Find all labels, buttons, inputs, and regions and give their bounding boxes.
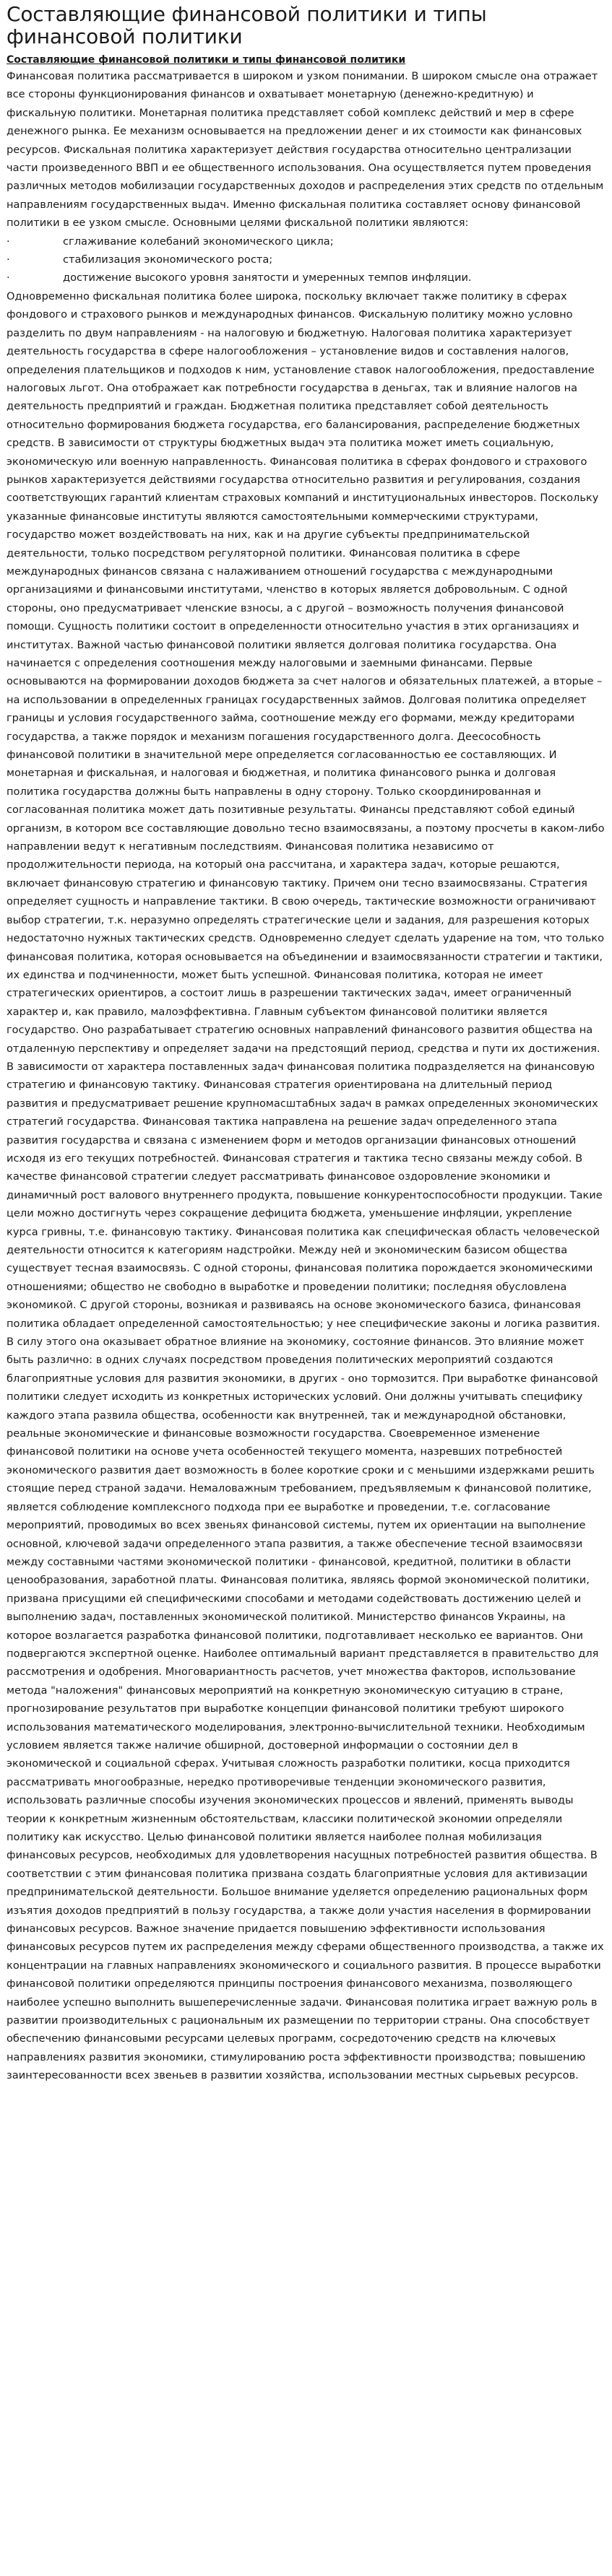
bullet-marker: · <box>7 235 10 248</box>
goal-text: достижение высокого уровня занятости и умеренных темпов инфляции. <box>63 271 472 284</box>
goal-item <box>7 251 605 269</box>
article-body <box>7 53 605 2085</box>
goals-list <box>7 232 605 287</box>
goal-item <box>7 232 605 251</box>
goal-text: сглаживание колебаний экономического цикла; <box>63 235 334 248</box>
page-title: Составляющие финансовой политики и типы финансовой политики <box>7 2 487 48</box>
goal-item <box>7 269 605 287</box>
article-heading: Составляющие финансовой политики и типы финансовой политики <box>7 54 406 66</box>
bullet-marker: · <box>7 253 10 266</box>
bullet-marker: · <box>7 271 10 284</box>
intro-paragraph: Финансовая политика рассматривается в широком и узком понимании. В широком смысле она отражает все стороны функционирования финансов и охватывает монетарную (денежно-кредитную) и фискальную политики. Монетарная политика представляет собой комплекс действий и мер в сфере денежного рынка. Ее механизм основывается на предложении денег и их стоимости как финансовых ресурсов. Фискальная политика характеризует действия государства относительно централизации части произведенного ВВП и ее общественного использования. Она осуществляется путем проведения различных методов мобилизации государственных доходов и распределения этих средств по отдельным направлениям государственных выдач. Именно фискальная политика составляет основу финансовой политики в ее узком смысле. Основными целями фискальной политики являются: <box>7 70 604 230</box>
goal-text: стабилизация экономического роста; <box>63 253 273 266</box>
main-paragraph: Одновременно фискальная политика более широка, поскольку включает также политику в сферах фондового и страхового рынков и международных финансов. Фискальную политику можно условно разделить по двум направлениям - на налоговую и бюджетную. Налоговая политика характеризует деятельность государства в сфере налогообложения – установление видов и составления налогов, определения плательщиков и подходов к ним, установление ставок налогообложения, предоставление налоговых льгот. Она отображает как потребности государства в деньгах, так и влияние налогов на деятельность предприятий и граждан. Бюджетная политика представляет собой деятельность относительно формирования бюджета государства, его балансирования, распределение бюджетных средств. В зависимости от структуры бюджетных выдач эта политика может иметь социальную, экономическую или военную направленность. Финансовая политика в сферах фондового и страхового рынков характеризуется действиями государства относительно развития и регулирования, создания соответствующих гарантий клиентам страховых компаний и институциональных инвесторов. Поскольку указанные финансовые институты являются самостоятельными коммерческими структурами, государство может воздействовать на них, как и на другие субъекты предпринимательской деятельности, только посредством регуляторной политики. Финансовая политика в сфере международных финансов связана с налаживанием отношений государства с международными организациями и финансовыми институтами, членство в которых является добровольным. С одной стороны, оно предусматривает членские взносы, а с другой – возможность получения финансовой помощи. Сущность политики состоит в определенности относительно участия в этих организациях и институтах. Важной частью финансовой политики является долговая политика государства. Она начинается с определения соотношения между налоговыми и заемными финансами. Первые основываются на формировании доходов бюджета за счет налогов и обязательных платежей, а вторые – на использовании в определенных границах государственных займов. Долговая политика определяет границы и условия государственного займа, соотношение между его формами, между кредиторами государства, а также порядок и механизм погашения государственного долга. Деесособность финансовой политики в значительной мере определяется согласованностью ее составляющих. И монетарная и фискальная, и налоговая и бюджетная, и политика финансового рынка и долговая политика государства должны быть направлены в одну сторону. Только скоординированная и согласованная политика может дать позитивные результаты. Финансы представляют собой единый организм, в котором все составляющие довольно тесно взаимосвязаны, а поэтому просчеты в каком-либо направлении ведут к негативным последствиям. Финансовая политика независимо от продолжительности периода, на который она рассчитана, и характера задач, которые решаются, включает финансовую стратегию и финансовую тактику. Причем они тесно взаимосвязаны. Стратегия определяет сущность и направление тактики. В свою очередь, тактические возможности ограничивают выбор стратегии, т.к. неразумно определять стратегические цели и задания, для разрешения которых недостаточно нужных тактических средств. Одновременно следует сделать ударение на том, что только финансовая политика, которая основывается на объединении и взаимосвязанности стратегии и тактики, их единства и подчиненности, может быть успешной. Финансовая политика, которая не имеет стратегических ориентиров, а состоит лишь в разрешении тактических задач, имеет ограниченный характер и, как правило, малоэффективна. Главным субъектом финансовой политики является государство. Оно разрабатывает стратегию основных направлений финансового развития общества на отдаленную перспективу и определяет задачи на предстоящий период, средства и пути их достижения. В зависимости от характера поставленных задач финансовая политика подразделяется на финансовую стратегию и финансовую тактику. Финансовая стратегия ориентирована на длительный период развития и предусматривает решение крупномасштабных задач в рамках определенных экономических стратегий государства. Финансовая тактика направлена на решение задач определенного этапа развития государства и связана с изменением форм и методов организации финансовых отношений исходя из его текущих потребностей. Финансовая стратегия и тактика тесно связаны между собой. В качестве финансовой стратегии следует рассматривать финансовое оздоровление экономики и динамичный рост валового внутреннего продукта, повышение конкурентоспособности продукции. Такие цели можно достигнуть через сокращение дефицита бюджета, уменьшение инфляции, укрепление курса гривны, т.е. финансовую тактику. Финансовая политика как специфическая область человеческой деятельности относится к категориям надстройки. Между ней и экономическим базисом общества существует тесная взаимосвязь. С одной стороны, финансовая политика порождается экономическими отношениями; общество не свободно в выработке и проведении политики; последняя обусловлена экономикой. С другой стороны, возникая и развиваясь на основе экономического базиса, финансовая политика обладает определенной самостоятельностью; у нее специфические законы и логика развития. В силу этого она оказывает обратное влияние на экономику, состояние финансов. Это влияние может быть различно: в одних случаях посредством проведения политических мероприятий создаются благоприятные условия для развития экономики, в других - оно тормозится. При выработке финансовой политики следует исходить из конкретных исторических условий. Они должны учитывать специфику каждого этапа развила общества, особенности как внутренней, так и международной обстановки, реальные экономические и финансовые возможности государства. Своевременное изменение финансовой политики на основе учета особенностей текущего момента, назревших потребностей экономического развития дает возможность в более короткие сроки и с меньшими издержками решить стоящие перед страной задачи. Немаловажным требованием, предъявляемым к финансовой политике, является соблюдение комплексного подхода при ее выработке и проведении, т.е. согласование мероприятий, проводимых во всех звеньях финансовой системы, путем их ориентации на выполнение основной, ключевой задачи определенного этапа развития, а также обеспечение тесной взаимосвязи между составными частями экономической политики - финансовой, кредитной, политики в области ценообразования, заработной платы. Финансовая политика, являясь формой экономической политики, призвана присущими ей специфическими способами и методами содействовать достижению целей и выполнению задач, поставленных экономической политикой. Министерство финансов Украины, на которое возлагается разработка финансовой политики, подготавливает несколько ее вариантов. Они подвергаются экспертной оценке. Наиболее оптимальный вариант представляется в правительство для рассмотрения и одобрения. Многовариантность расчетов, учет множества факторов, использование метода "наложения" финансовых мероприятий на конкретную экономическую ситуацию в стране, прогнозирование результатов при выработке концепции финансовой политики требуют широкого использования математического моделирования, электронно-вычислительной техники. Необходимым условием является также наличие обширной, достоверной информации о состоянии дел в экономической и социальной сферах. Учитывая сложность разработки политики, косца приходится рассматривать многообразные, нередко противоречивые тенденции экономического развития, использовать различные способы изучения экономических процессов и явлений, применять выводы теории к конкретным жизненным обстоятельствам, классики политической экономии определяли политику как искусство. Целью финансовой политики является наиболее полная мобилизация финансовых ресурсов, необходимых для удовлетворения насущных потребностей развития общества. В соответствии с этим финансовая политика призвана создать благоприятные условия для активизации предпринимательской деятельности. Большое внимание уделяется определению рациональных форм изъятия доходов предприятий в пользу государства, а также доли участия населения в формировании финансовых ресурсов. Важное значение придается повышению эффективности использования финансовых ресурсов путем их распределения между сферами общественного производства, а также их концентрации на главных направлениях экономического и социального развития. В процессе выработки финансовой политики определяются принципы построения финансового механизма, позволяющего наиболее успешно выполнить вышеперечисленные задачи. Финансовая политика играет важную роль в развитии производительных с рациональным их размещении по территории страны. Она способствует обеспечению финансовыми ресурсами целевых программ, сосредоточению средств на ключевых направлениях развития экономики, стимулированию роста эффективности производства; повышению заинтересованности всех звеньев в развитии хозяйства, использовании местных сырьевых ресурсов. <box>7 290 605 2082</box>
